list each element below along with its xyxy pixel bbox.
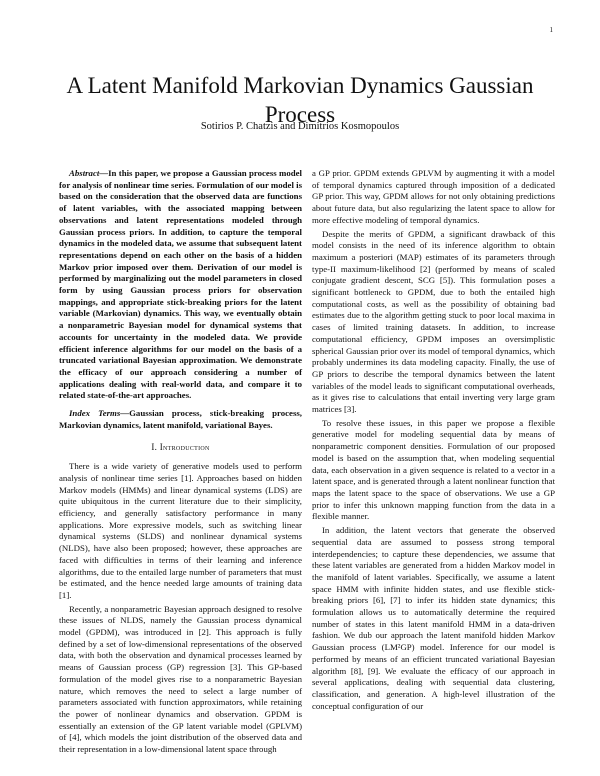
- intro-paragraph-2: Recently, a nonparametric Bayesian approach designed to resolve these issues of NLDS, namely the Gaussian process dynamical model (GPDM), was introduced in [2]. This approach is fully defined by a set of low-dimensional representations of the observed data, with both the observation and dynamical processes learned by means of Gaussian process (GP) regression [3]. This GP-based formulation of the model gives rise to a nonparametric Bayesian nature, which removes the need to select a large number of parameters associated with function approximators, while retaining the power of nonlinear dynamics and observation. GPDM is essentially an extension of the GP latent variable model (GPLVM) of [4], which models the joint distribution of the observed data and their representation in a low-dimensional latent space through: [59, 603, 302, 755]
- index-terms-label: Index Terms: [69, 408, 121, 419]
- intro-paragraph-5: To resolve these issues, in this paper we propose a flexible generative model for modeling sequential data by means of nonparametric component densities. Formulation of our proposed model is based on the assumption that, when modeling sequential data, each observation in a given sequence is related to a vector in a latent space, and is generated through a latent nonlinear function that maps the latent space to the space of observations. We use a GP prior to infer this unknown mapping function from the data in a flexible manner.: [312, 417, 555, 522]
- section-heading: [59, 442, 302, 454]
- intro-paragraph-6: In addition, the latent vectors that generate the observed sequential data are assumed to possess strong temporal interdependencies; to capture these dependencies, we assume that these latent variables are generated from a hidden Markov model in the manifold of latent variables. Specifically, we assume a latent space HMM with infinite hidden states, and use flexible stick-breaking priors [6], [7] to infer its hidden state dynamics; this formulation allows us to automatically determine the required number of states in this latent manifold HMM in a data-driven fashion. We dub our approach the latent manifold hidden Markov Gaussian process (LM²GP) model. Inference for our model is performed by means of an efficient truncated variational Bayesian algorithm [8], [9]. We evaluate the efficacy of our approach in several applications, dealing with sequential data clustering, classification, and generation. A high-level illustration of the conceptual configuration of our: [312, 525, 555, 711]
- right-column: [312, 168, 555, 712]
- abstract-text: In this paper, we propose a Gaussian process model for analysis of nonlinear time series. Formulation of our model is based on the consideration that the observed data are functions of latent variables, with the associated mapping between observations and latent representations modeled through Gaussian process priors. In addition, to capture the temporal dynamics in the modeled data, we assume that subsequent latent representations depend on each other on the basis of a hidden Markov prior imposed over them. Derivation of our model is performed by marginalizing out the model parameters in closed form by using Gaussian process priors for observation mappings, and appropriate stick-breaking priors for the latent variable (Markovian) dynamics. This way, we eventually obtain a nonparametric Bayesian model for dynamical systems that accounts for uncertainty in the modeled data. We provide efficient inference algorithms for our model on the basis of a truncated variational Bayesian approximation. We demonstrate the efficacy of our approach considering a number of applications dealing with real-world data, and compare it to related state-of-the-art approaches.: [59, 168, 302, 401]
- intro-paragraph-4: Despite the merits of GPDM, a significant drawback of this model consists in the need of its inference algorithm to obtain maximum a posteriori (MAP) estimates of its parameters through type-II maximum-likelihood [2] (performed by means of scaled conjugate gradient descent, SCG [5]). This formulation poses a significant bottleneck to GPDM, due to both the entailed high computational costs, as well as the possibility of obtaining bad estimates due to the algorithm getting stuck to poor local maxima in cases of limited training datasets. In addition, to increase computational efficiency, GPDM imposes an oversimplistic spherical Gaussian prior over its model of temporal dynamics, which probably undermines its data modeling capacity. Finally, the use of GP priors to describe the temporal dynamics between the latent variables of the model leads to significant computational overheads, as it gives rise to calculations that entail inverting very large gram matrices [3].: [312, 228, 555, 415]
- section-title: Introduction: [159, 442, 210, 453]
- abstract: Abstract—In this paper, we propose a Gaussian process model for analysis of nonlinear time series. Formulation of our model is based on the consideration that the observed data are functions of latent variables, with the associated mapping between observations and latent representations modeled through Gaussian process priors. In addition, to capture the temporal dynamics in the modeled data, we assume that subsequent latent representations depend on each other on the basis of a hidden Markov prior imposed over them. Derivation of our model is performed by marginalizing out the model parameters in closed form by using Gaussian process priors for observation mappings, and appropriate stick-breaking priors for the latent variable (Markovian) dynamics. This way, we eventually obtain a nonparametric Bayesian model for dynamical systems that accounts for uncertainty in the modeled data. We provide efficient inference algorithms for our model on the basis of a truncated variational Bayesian approximation. We demonstrate the efficacy of our approach considering a number of applications dealing with real-world data, and compare it to related state-of-the-art approaches.: [59, 168, 302, 401]
- index-terms-text: Gaussian process, stick-breaking process, Markovian dynamics, latent manifold, variational Bayes.: [59, 408, 302, 430]
- page-number: 1: [549, 26, 553, 34]
- abstract-label: Abstract: [69, 168, 100, 178]
- index-terms: Index Terms—Gaussian process, stick-breaking process, Markovian dynamics, latent manifold, variational Bayes.: [59, 408, 302, 430]
- intro-paragraph-1: There is a wide variety of generative models used to perform analysis of nonlinear time series [1]. Approaches based on hidden Markov models (HMMs) and linear dynamical systems (LDS) are quite ubiquitous in the current literature due to their simplicity, efficiency, and generally satisfactory performance in many applications. More expressive models, such as switching linear dynamical systems (SLDS) and nonlinear dynamical systems (NLDS), have also been proposed; however, these approaches are faced with difficulties in terms of their learning and inference algorithms, due to the entailed large number of parameters that must be estimated, and the hence needed large amounts of training data [1].: [59, 461, 302, 600]
- intro-paragraph-3: a GP prior. GPDM extends GPLVM by augmenting it with a model of temporal dynamics captured through imposition of a dedicated GP prior. This way, GPDM allows for not only obtaining predictions about future data, but also regularizing the latent space to allow for more effective modeling of temporal dynamics.: [312, 168, 555, 225]
- section-numeral: I.: [151, 442, 158, 453]
- left-column: [59, 168, 302, 756]
- paper-title: A Latent Manifold Markovian Dynamics Gaussian Process: [66, 73, 534, 128]
- author-list: Sotirios P. Chatzis and Dimitrios Kosmopoulos: [200, 121, 400, 132]
